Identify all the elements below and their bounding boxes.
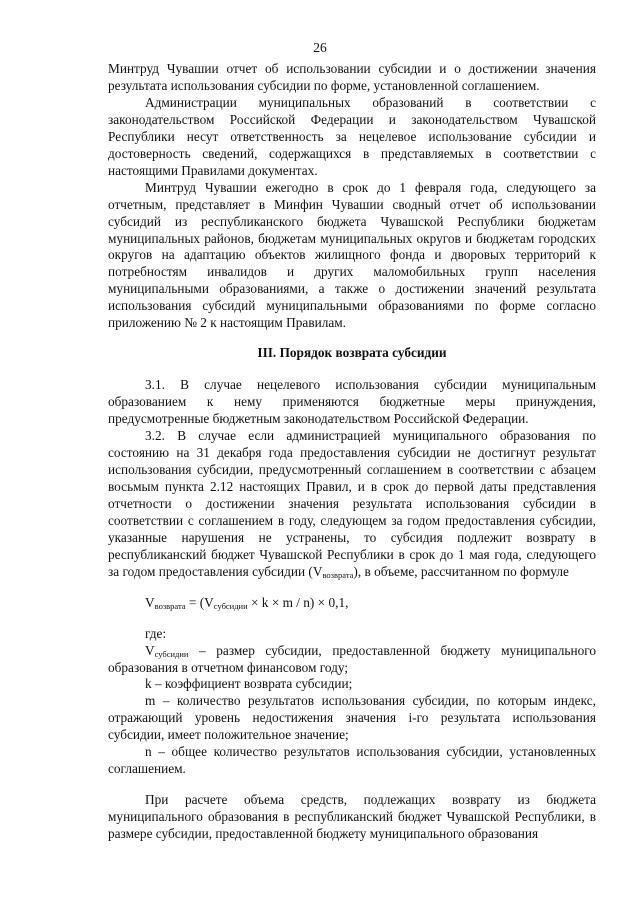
definition-v-symbol: V — [145, 642, 155, 658]
paragraph-3-2-tail: ), в объеме, рассчитанном по формуле — [353, 563, 569, 579]
formula-mid: = (V — [185, 594, 214, 610]
where-label: где: — [145, 625, 167, 641]
paragraph-report-submission: Минтруд Чувашии отчет об использовании субсидии и о достижении значения результата использования субсидии по форме, установленной соглашением. — [108, 61, 596, 93]
formula-lhs: V — [145, 594, 155, 610]
definition-v-text: – размер субсидии, предоставленной бюджету муниципального образования в отчетном финансовом году; — [108, 642, 596, 675]
section-heading: III. Порядок возврата субсидии — [257, 345, 447, 361]
paragraph-responsibility: Администрации муниципальных образований в соответствии с законодательством Российской Федерации и законодательством Чувашской Республики несут ответственность за нецелевое использование субсидии и достоверность сведений, содержащихся в представляемых в соответствии с настоящими Правилами документах. — [108, 94, 596, 178]
document-body — [108, 61, 596, 843]
paragraph-3-2-text: 3.2. В случае если администрацией муниципального образования по состоянию на 31 декабря года предоставления субсидии не достигнут результат использования субсидии, предусмотренный соглашением в соответствии с абзацем восьмым пункта 2.12 настоящих Правил, и в срок до первой даты представления отчетности о достижении значения результата использования субсидии в соответствии с соглашением в году, следующем за годом предоставления субсидии, указанные нарушения не устранены, то субсидия подлежит возврату в республиканский бюджет Чувашской Республики в срок до 1 мая года, следующего за годом предоставления субсидии (V — [108, 428, 596, 579]
paragraph-annual-report: Минтруд Чувашии ежегодно в срок до 1 февраля года, следующего за отчетным, представляет в Минфин Чувашии сводный отчет об использовании субсидий из республиканского бюджета Чувашской Республики бюджетам муниципальных районов, бюджетам муниципальных округов и бюджетам городских округов на адаптацию объектов жилищного фонда и дворовых территорий к потребностям инвалидов и других маломобильных групп населения муниципальными образованиями, а также о достижении значений результата использования субсидий муниципальными образованиями по форме согласно приложению № 2 к настоящим Правилам. — [108, 179, 596, 331]
formula-lhs-subscript: возврата — [154, 600, 186, 611]
page-number: 26 — [313, 40, 327, 55]
refund-formula — [108, 595, 596, 612]
definition-k: k – коэффициент возврата субсидии; — [145, 676, 353, 692]
definition-v-subsidy — [108, 643, 596, 677]
definition-n: n – общее количество результатов использования субсидии, установленных соглашением. — [108, 744, 596, 777]
paragraph-3-2-subscript: возврата — [322, 569, 354, 580]
definition-m: m – количество результатов использования субсидии, по которым индекс, отражающий уровень недостижения значения i-го результата использования субсидии, имеет положительное значение; — [108, 693, 596, 743]
definition-v-subscript: субсидии — [154, 648, 189, 659]
formula-rhs: × k × m / n) × 0,1, — [247, 594, 349, 610]
paragraph-3-1: 3.1. В случае нецелевого использования субсидии муниципальным образованием к нему применяются бюджетные меры принуждения, предусмотренные бюджетным законодательством Российской Федерации. — [108, 377, 596, 427]
paragraph-3-2 — [108, 428, 596, 581]
paragraph-refund-calculation: При расчете объема средств, подлежащих возврату из бюджета муниципального образования в республиканский бюджет Чувашской Республики, в размере субсидии, предоставленной бюджету муниципального образования — [108, 792, 596, 842]
formula-mid-subscript: субсидии — [213, 600, 248, 611]
